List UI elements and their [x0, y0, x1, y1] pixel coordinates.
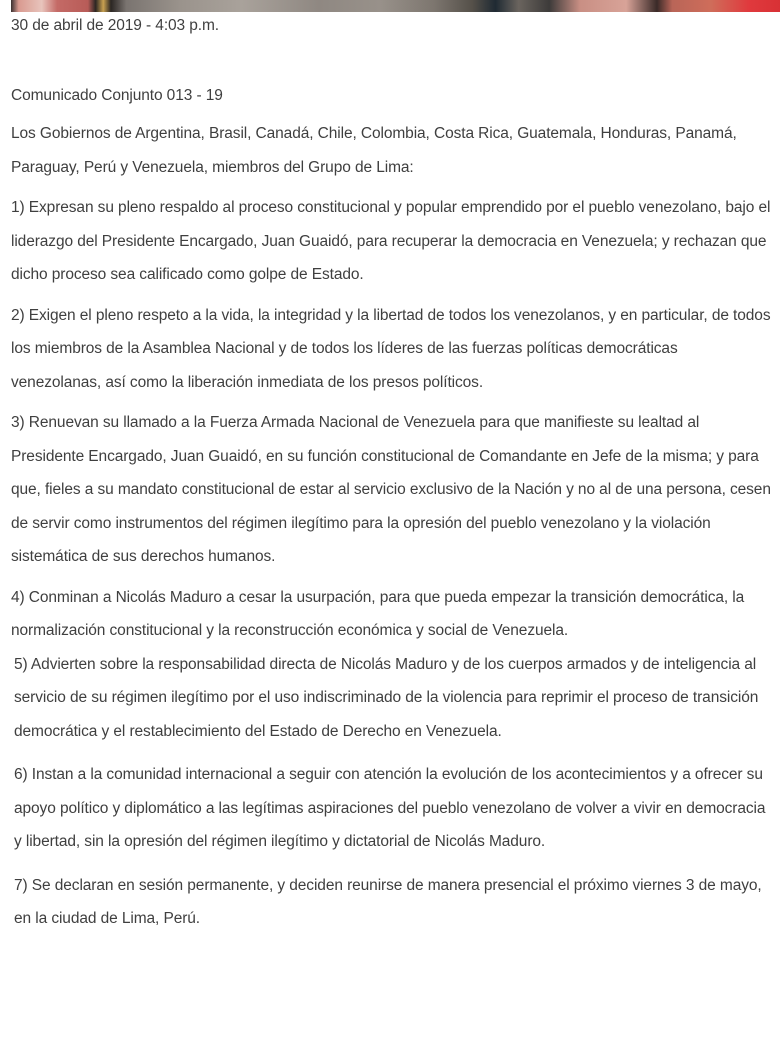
point-3: 3) Renuevan su llamado a la Fuerza Armada Nacional de Venezuela para que manifieste su lealtad al Presidente Encargado, Juan Guaidó, en su función constitucional de Comandante en Jefe de la misma; y para que, fieles a su mandato constitucional de estar al servicio exclusivo de la Nación y no al de una persona, cesen de servir como instrumentos del régimen ilegítimo para la opresión del pueblo venezolano y la violación sistemática de sus derechos humanos.: [11, 414, 771, 565]
point-4: 4) Conminan a Nicolás Maduro a cesar la usurpación, para que pueda empezar la transición democrática, la normalización constitucional y la reconstrucción económica y social de Venezuela.: [11, 588, 745, 639]
point-7: 7) Se declaran en sesión permanente, y deciden reunirse de manera presencial el próximo viernes 3 de mayo, en la ciudad de Lima, Perú.: [14, 876, 762, 927]
communique-title: Comunicado Conjunto 013 - 19: [11, 87, 223, 104]
hero-image: [11, 0, 780, 12]
point-5: 5) Advierten sobre la responsabilidad directa de Nicolás Maduro y de los cuerpos armados y de inteligencia al servicio de su régimen ilegítimo por el uso indiscriminado de la violencia para reprimir el proceso de transición democrática y el restablecimiento del Estado de Derecho en Venezuela.: [14, 655, 759, 740]
point-2: 2) Exigen el pleno respeto a la vida, la integridad y la libertad de todos los venezolanos, y en particular, de todos los miembros de la Asamblea Nacional y de todos los líderes de las fuerzas políticas democráticas venezolanas, así como la liberación inmediata de los presos políticos.: [11, 306, 771, 391]
point-6: 6) Instan a la comunidad internacional a seguir con atención la evolución de los acontecimientos y a ofrecer su apoyo político y diplomático a las legítimas aspiraciones del pueblo venezolano de volver a vivir en democracia y libertad, sin la opresión del régimen ilegítimo y dictatorial de Nicolás Maduro.: [14, 766, 766, 850]
intro-paragraph: Los Gobiernos de Argentina, Brasil, Canadá, Chile, Colombia, Costa Rica, Guatemala, Honduras, Panamá, Paraguay, Perú y Venezuela, miembros del Grupo de Lima:: [11, 125, 737, 176]
article-body: [11, 14, 771, 936]
publication-date: 30 de abril de 2019 - 4:03 p.m.: [11, 17, 220, 34]
point-1: 1) Expresan su pleno respaldo al proceso constitucional y popular emprendido por el pueblo venezolano, bajo el liderazgo del Presidente Encargado, Juan Guaidó, para recuperar la democracia en Venezuela; y rechazan que dicho proceso sea calificado como golpe de Estado.: [11, 199, 771, 283]
